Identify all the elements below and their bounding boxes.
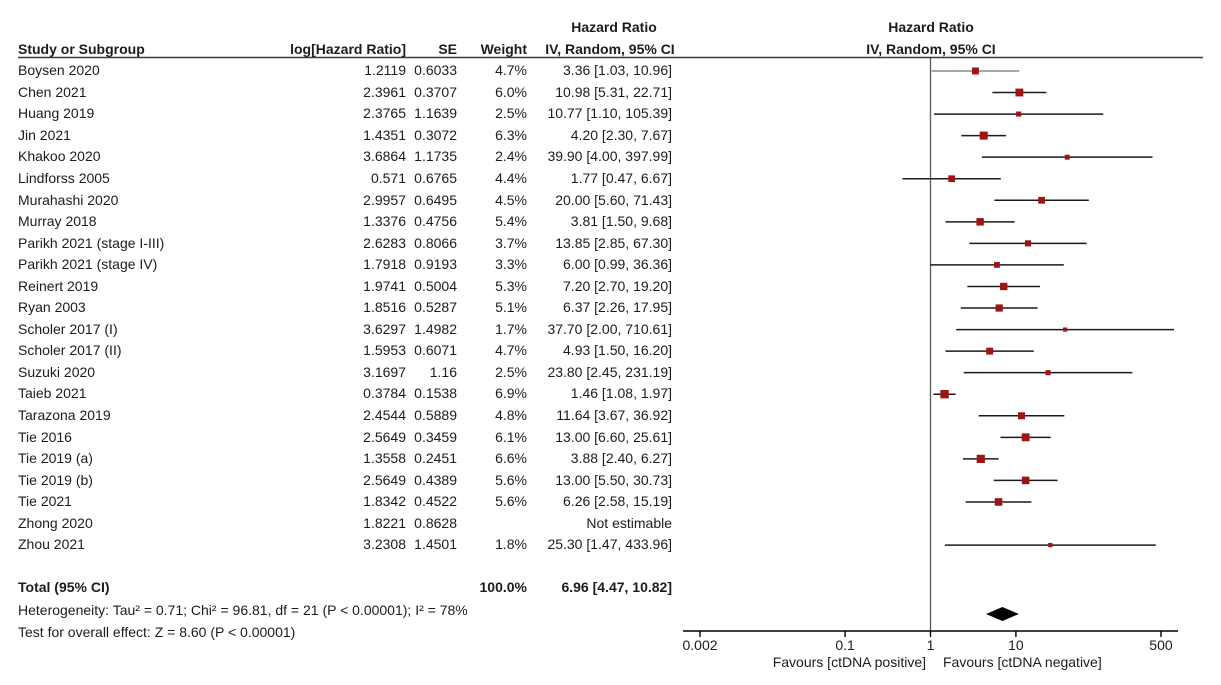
weight: 2.5% [495,105,527,122]
study-name: Khakoo 2020 [18,148,101,165]
hr-marker [1022,477,1030,485]
study-name: Boysen 2020 [18,62,100,79]
log-hr: 2.5649 [363,471,406,488]
se: 0.2451 [414,450,457,467]
se: 0.1538 [414,385,457,402]
ci-text: 10.98 [5.31, 22.71] [555,83,672,100]
hr-marker [1022,433,1030,441]
hr-marker [1063,327,1067,331]
ci-text: 3.81 [1.50, 9.68] [570,213,672,230]
hr-marker [986,348,993,355]
se: 1.16 [429,363,457,380]
log-hr: 3.2308 [363,536,406,553]
weight: 6.1% [495,428,527,445]
se: 0.4389 [414,471,457,488]
hr-marker [972,68,979,75]
hr-marker [976,218,983,225]
weight: 6.0% [495,83,527,100]
favours-right-label: Favours [ctDNA negative] [943,654,1102,670]
ci-text: 39.90 [4.00, 397.99] [547,148,672,165]
ci-text: 10.77 [1.10, 105.39] [547,105,672,122]
se: 0.5287 [414,299,457,316]
log-hr: 1.3376 [363,213,406,230]
weight: 4.8% [495,407,527,423]
ci-text: 25.30 [1.47, 433.96] [547,536,672,553]
study-name: Zhou 2021 [18,536,85,553]
study-name: Tie 2019 (a) [18,450,93,467]
study-name: Jin 2021 [18,126,71,143]
hr-marker [948,175,955,182]
se: 0.6495 [414,191,457,208]
weight: 2.4% [495,148,527,165]
ci-text: 1.46 [1.08, 1.97] [570,385,672,402]
hr-marker [1015,89,1023,97]
weight: 3.3% [495,256,527,273]
overall-effect-text: Test for overall effect: Z = 8.60 (P < 0.00001) [18,624,296,640]
ci-text: 1.77 [0.47, 6.67] [570,169,672,186]
se: 0.8628 [414,514,457,531]
x-tick-label: 0.1 [835,637,855,653]
log-hr: 1.8516 [363,299,406,316]
se: 0.5004 [414,277,457,294]
weight: 1.8% [495,536,527,553]
log-hr: 0.571 [370,169,406,186]
col-header-effect-title-left: Hazard Ratio [571,19,657,35]
ci-text: 7.20 [2.70, 19.20] [563,277,672,294]
log-hr: 3.6864 [363,148,406,165]
weight: 2.5% [495,363,527,380]
col-header-study: Study or Subgroup [18,41,145,57]
x-tick-label: 1 [926,637,935,653]
se: 1.4982 [414,320,457,337]
hr-marker [1018,412,1025,419]
log-hr: 2.4544 [363,407,406,423]
se: 0.8066 [414,234,457,251]
ci-text: 6.26 [2.58, 15.19] [563,493,672,510]
summary-diamond [986,607,1019,621]
study-name: Ryan 2003 [18,299,86,316]
se: 0.3459 [414,428,457,445]
ci-text: 4.20 [2.30, 7.67] [570,126,672,143]
log-hr: 3.1697 [363,363,406,380]
hr-marker [1065,155,1070,160]
hr-marker [1046,370,1051,375]
hr-marker [1016,112,1021,117]
log-hr: 0.3784 [363,385,406,402]
ci-text: 13.85 [2.85, 67.30] [555,234,672,251]
ci-text: 23.80 [2.45, 231.19] [547,363,672,380]
weight: 3.7% [495,234,527,251]
weight: 6.9% [495,385,527,402]
weight: 4.7% [495,342,527,359]
weight: 5.3% [495,277,527,294]
study-name: Scholer 2017 (II) [18,342,122,359]
study-name: Suzuki 2020 [18,363,96,380]
x-tick-label: 10 [1008,637,1024,653]
study-name: Tie 2016 [18,428,72,445]
log-hr: 1.3558 [363,450,406,467]
col-header-effect-model-left: IV, Random, 95% CI [545,41,675,57]
log-hr: 3.6297 [363,320,406,337]
ci-text: 4.93 [1.50, 16.20] [563,342,672,359]
study-name: Taieb 2021 [18,385,87,402]
weight: 6.3% [495,126,527,143]
favours-left-label: Favours [ctDNA positive] [772,654,926,670]
study-name: Huang 2019 [18,105,95,122]
weight: 6.6% [495,450,527,467]
se: 0.4522 [414,493,457,510]
se: 0.9193 [414,256,457,273]
heterogeneity-text: Heterogeneity: Tau² = 0.71; Chi² = 96.81, df = 21 (P < 0.00001); I² = 78% [18,602,468,618]
ci-text: 6.00 [0.99, 36.36] [563,256,672,273]
weight: 4.4% [495,169,527,186]
weight: 5.1% [495,299,527,316]
ci-text: 3.36 [1.03, 10.96] [563,62,672,79]
x-tick-label: 0.002 [682,637,718,653]
hr-marker [940,390,948,398]
weight: 5.6% [495,471,527,488]
se: 1.1639 [414,105,457,122]
ci-text: 13.00 [5.50, 30.73] [555,471,672,488]
study-name: Tie 2021 [18,493,72,510]
ci-text: Not estimable [586,514,672,531]
study-name: Zhong 2020 [18,514,93,531]
total-ci: 6.96 [4.47, 10.82] [561,579,672,595]
ci-text: 3.88 [2.40, 6.27] [570,450,672,467]
ci-text: 37.70 [2.00, 710.61] [547,320,672,337]
log-hr: 1.5953 [363,342,406,359]
col-header-loghr: log[Hazard Ratio] [290,41,406,57]
study-name: Murray 2018 [18,213,97,230]
log-hr: 2.3765 [363,105,406,122]
x-tick-label: 500 [1149,637,1173,653]
se: 0.6071 [414,342,457,359]
se: 0.3072 [414,126,457,143]
log-hr: 2.3961 [363,83,406,100]
study-name: Tie 2019 (b) [18,471,93,488]
ci-text: 20.00 [5.60, 71.43] [555,191,672,208]
se: 0.3707 [414,83,457,100]
hr-marker [994,262,1000,268]
log-hr: 1.4351 [363,126,406,143]
hr-marker [995,498,1003,506]
study-name: Scholer 2017 (I) [18,320,118,337]
total-weight: 100.0% [479,579,527,595]
study-name: Murahashi 2020 [18,191,119,208]
col-header-weight: Weight [480,41,527,57]
hr-marker [1025,240,1031,246]
se: 0.6033 [414,62,457,79]
plot-header-effect-model: IV, Random, 95% CI [866,41,996,57]
log-hr: 1.2119 [364,62,406,79]
ci-text: 6.37 [2.26, 17.95] [563,299,672,316]
study-name: Reinert 2019 [18,277,99,294]
col-header-se: SE [438,41,457,57]
weight: 5.6% [495,493,527,510]
weight: 4.5% [495,191,527,208]
study-name: Parikh 2021 (stage IV) [18,256,158,273]
plot-header-effect-title: Hazard Ratio [888,19,974,35]
se: 0.4756 [414,213,457,230]
se: 1.1735 [414,148,457,165]
log-hr: 1.8342 [363,493,406,510]
hr-marker [1000,283,1007,290]
hr-marker [977,455,985,463]
study-name: Chen 2021 [18,83,87,100]
ci-text: 13.00 [6.60, 25.61] [555,428,672,445]
hr-marker [1038,197,1045,204]
weight: 4.7% [495,62,527,79]
weight: 1.7% [495,320,527,337]
se: 0.5889 [414,407,457,423]
ci-text: 11.64 [3.67, 36.92] [556,407,672,423]
log-hr: 2.9957 [363,191,406,208]
study-name: Parikh 2021 (stage I-III) [18,234,165,251]
log-hr: 1.8221 [363,514,406,531]
hr-marker [980,132,988,140]
study-name: Tarazona 2019 [18,407,111,423]
study-name: Lindforss 2005 [18,169,110,186]
se: 0.6765 [414,169,457,186]
log-hr: 2.6283 [363,234,406,251]
hr-marker [996,304,1003,311]
log-hr: 1.7918 [363,256,406,273]
log-hr: 1.9741 [363,277,406,294]
se: 1.4501 [414,536,457,553]
log-hr: 2.5649 [363,428,406,445]
hr-marker [1048,543,1052,547]
weight: 5.4% [495,213,527,230]
total-label: Total (95% CI) [18,579,110,595]
